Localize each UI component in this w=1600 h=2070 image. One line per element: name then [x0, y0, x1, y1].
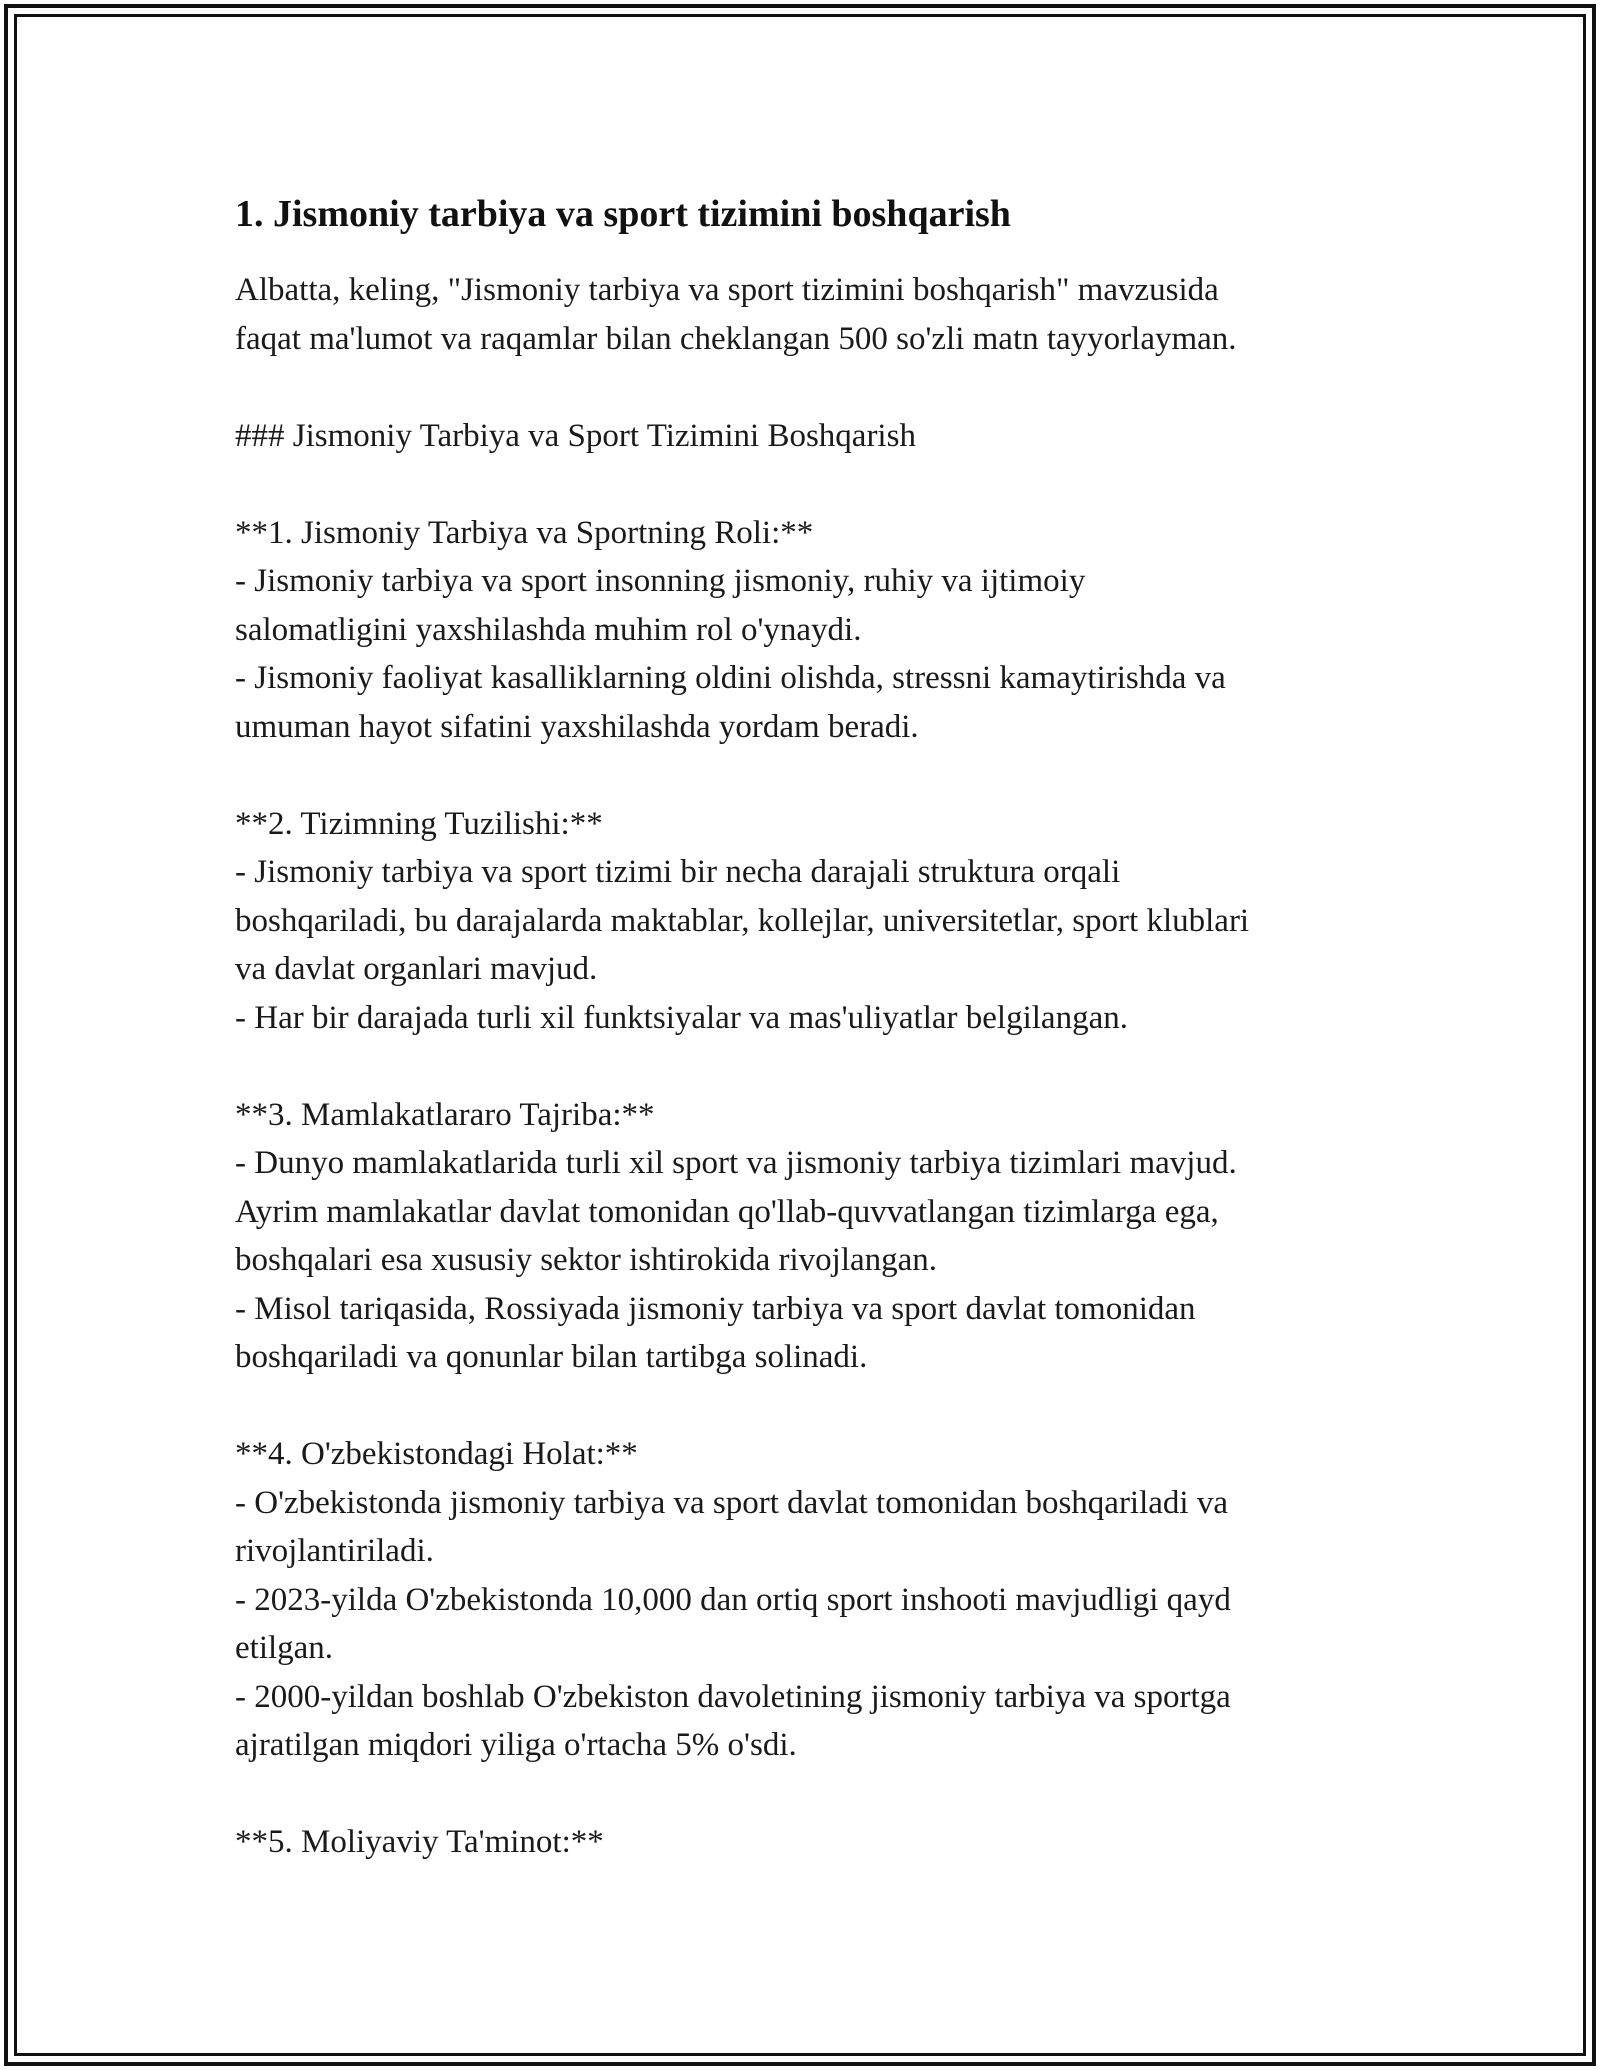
section-heading: **3. Mamlakatlararo Tajriba:** — [235, 1096, 655, 1133]
blank-line — [235, 1042, 1395, 1091]
document-body — [235, 190, 1395, 1867]
section-line: ajratilgan miqdori yiliga o'rtacha 5% o'sdi. — [235, 1727, 797, 1763]
section-heading: **2. Tizimning Tuzilishi:** — [235, 805, 603, 842]
spacer — [235, 238, 1395, 266]
section-line: - 2000-yildan boshlab O'zbekiston davoletining jismoniy tarbiya va sportga — [235, 1678, 1231, 1715]
section-line: - Jismoniy faoliyat kasalliklarning oldini olishda, stressni kamaytirishda va — [235, 660, 1226, 696]
section-line: - Misol tariqasida, Rossiyada jismoniy tarbiya va sport davlat tomonidan — [235, 1290, 1196, 1327]
blank-line — [235, 751, 1395, 800]
section-line: - O'zbekistonda jismoniy tarbiya va sport davlat tomonidan boshqariladi va — [235, 1484, 1228, 1521]
section-line: - Jismoniy tarbiya va sport insonning jismoniy, ruhiy va ijtimoiy — [235, 563, 1086, 599]
section-line: etilgan. — [235, 1630, 334, 1666]
subheading: ### Jismoniy Tarbiya va Sport Tizimini Boshqarish — [235, 417, 916, 454]
section-line: boshqalari esa xususiy sektor ishtirokida rivojlangan. — [235, 1242, 938, 1278]
section-heading: **5. Moliyaviy Ta'minot:** — [235, 1824, 604, 1860]
section-heading: **4. O'zbekistondagi Holat:** — [235, 1436, 638, 1472]
section-line: - Jismoniy tarbiya va sport tizimi bir necha darajali struktura orqali — [235, 854, 1121, 890]
section-line: - 2023-yilda O'zbekistonda 10,000 dan ortiq sport inshooti mavjudligi qayd — [235, 1581, 1231, 1618]
blank-line — [235, 1770, 1395, 1819]
blank-line — [235, 1382, 1395, 1431]
section-line: - Har bir darajada turli xil funktsiyalar va mas'uliyatlar belgilangan. — [235, 999, 1128, 1036]
blank-line — [235, 460, 1395, 509]
intro-line: faqat ma'lumot va raqamlar bilan cheklangan 500 so'zli matn tayyorlayman. — [235, 320, 1237, 357]
document-title: 1. Jismoniy tarbiya va sport tizimini boshqarish — [235, 193, 1011, 235]
section-line: salomatligini yaxshilashda muhim rol o'ynaydi. — [235, 611, 862, 648]
section-heading: **1. Jismoniy Tarbiya va Sportning Roli:** — [235, 514, 814, 551]
section-line: Ayrim mamlakatlar davlat tomonidan qo'llab-quvvatlangan tizimlarga ega, — [235, 1193, 1219, 1230]
section-line: boshqariladi, bu darajalarda maktablar, kollejlar, universitetlar, sport klublari — [235, 902, 1250, 939]
intro-line: Albatta, keling, "Jismoniy tarbiya va sport tizimini boshqarish" mavzusida — [235, 272, 1219, 308]
section-line: va davlat organlari mavjud. — [235, 951, 598, 987]
section-line: umuman hayot sifatini yaxshilashda yordam beradi. — [235, 708, 919, 745]
blank-line — [235, 363, 1395, 412]
section-line: boshqariladi va qonunlar bilan tartibga solinadi. — [235, 1339, 868, 1375]
section-line: rivojlantiriladi. — [235, 1533, 434, 1569]
section-line: - Dunyo mamlakatlarida turli xil sport va jismoniy tarbiya tizimlari mavjud. — [235, 1145, 1237, 1181]
